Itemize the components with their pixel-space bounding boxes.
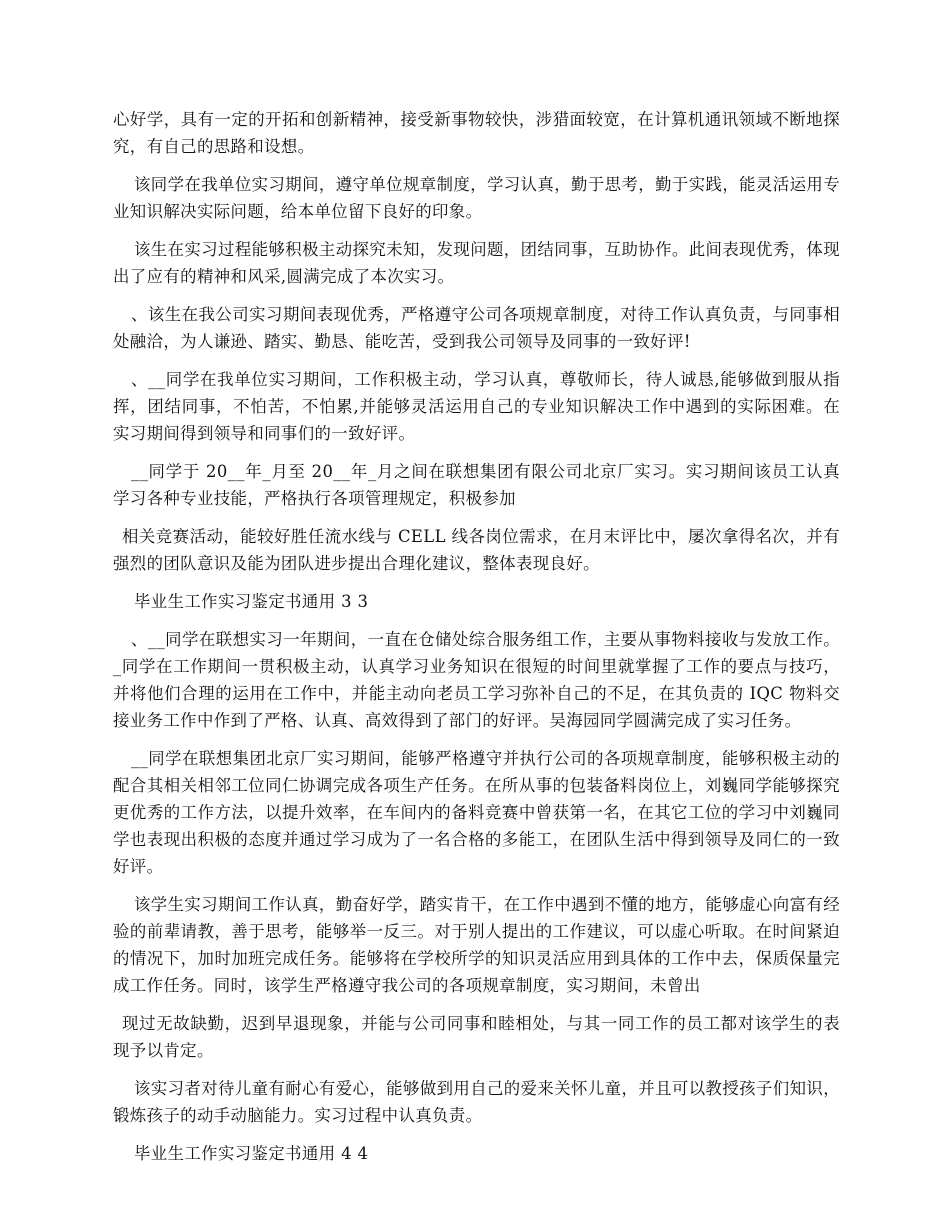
- paragraph-9: __同学在联想集团北京厂实习期间，能够严格遵守并执行公司的各项规章制度，能够积极主动的配合其相关相邻工位同仁协调完成各项生产任务。在所从事的包装备料岗位上，刘巍同学能够探究更优秀的工作方法，以提升效率，在车间内的备料竞赛中曾获第一名，在其它工位的学习中刘巍同学也表现出积极的态度并通过学习成为了一名合格的多能工，在团队生活中得到领导及同仁的一致好评。: [113, 749, 840, 876]
- paragraph-6: __同学于 20__年_月至 20__年_月之间在联想集团有限公司北京厂实习。实习期间该员工认真学习各种专业技能，严格执行各项管理规定，积极参加: [113, 462, 840, 508]
- paragraph-12: 该实习者对待儿童有耐心有爱心，能够做到用自己的爱来关怀儿童，并且可以教授孩子们知识，锻炼孩子的动手动脑能力。实习过程中认真负责。: [113, 1079, 840, 1125]
- paragraph-2: 该同学在我单位实习期间，遵守单位规章制度，学习认真，勤于思考，勤于实践，能灵活运用专业知识解决实际问题，给本单位留下良好的印象。: [113, 175, 840, 221]
- paragraph-4: 、该生在我公司实习期间表现优秀，严格遵守公司各项规章制度，对待工作认真负责，与同事相处融洽，为人谦逊、踏实、勤恳、能吃苦，受到我公司领导及同事的一致好评!: [113, 305, 840, 351]
- paragraph-10: 该学生实习期间工作认真，勤奋好学，踏实肯干，在工作中遇到不懂的地方，能够虚心向富有经验的前辈请教，善于思考，能够举一反三。对于别人提出的工作建议，可以虚心听取。在时间紧迫的情况下，加时加班完成任务。能够将在学校所学的知识灵活应用到具体的工作中去，保质保量完成工作任务。同时，该学生严格遵守我公司的各项规章制度，实习期间，未曾出: [113, 895, 840, 995]
- paragraph-5: 、__同学在我单位实习期间，工作积极主动，学习认真，尊敬师长，待人诚恳,能够做到服从指挥，团结同事，不怕苦，不怕累,并能够灵活运用自己的专业知识解决工作中遇到的实际困难。在实习期间得到领导和同事们的一致好评。: [113, 370, 840, 443]
- paragraph-11: 现过无故缺勤，迟到早退现象，并能与公司同事和睦相处，与其一同工作的员工都对该学生的表现予以肯定。: [113, 1014, 840, 1060]
- paragraph-7: 相关竞赛活动，能较好胜任流水线与 CELL 线各岗位需求，在月末评比中，屡次拿得名次，并有强烈的团队意识及能为团队进步提出合理化建议，整体表现良好。: [113, 527, 840, 573]
- section-heading-3: 毕业生工作实习鉴定书通用 3 3: [134, 592, 369, 611]
- paragraph-3: 该生在实习过程能够积极主动探究未知，发现问题，团结同事，互助协作。此间表现优秀，体现出了应有的精神和风采,圆满完成了本次实习。: [113, 240, 840, 286]
- paragraph-1: 心好学，具有一定的开拓和创新精神，接受新事物较快，涉猎面较宽，在计算机通讯领域不断地探究，有自己的思路和设想。: [113, 110, 840, 156]
- paragraph-8: 、__同学在联想实习一年期间，一直在仓储处综合服务组工作，主要从事物料接收与发放工作。_同学在工作期间一贯积极主动，认真学习业务知识在很短的时间里就掌握了工作的要点与技巧，并将他们合理的运用在工作中，并能主动向老员工学习弥补自己的不足，在其负责的 IQC 物料交接业务工作中作到了严格、认真、高效得到了部门的好评。吴海园同学圆满完成了实习任务。: [113, 630, 840, 730]
- section-heading-4: 毕业生工作实习鉴定书通用 4 4: [134, 1144, 369, 1163]
